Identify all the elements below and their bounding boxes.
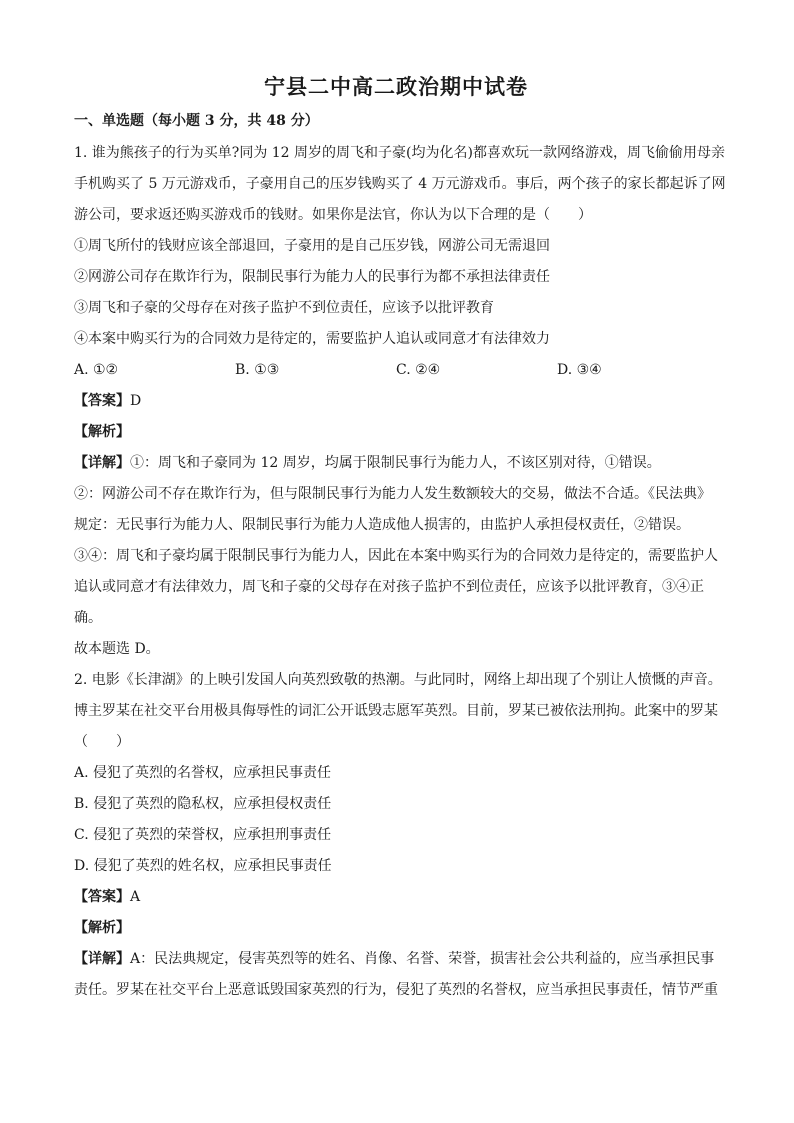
detail-tag: 【详解】 (74, 951, 130, 967)
q2-stem-line: 2. 电影《长津湖》的上映引发国人向英烈致敬的热潮。与此同时，网络上却出现了个别让人愤慨的声音。 (74, 672, 722, 688)
q1-detail-line (74, 448, 718, 479)
analysis-tag: 【解析】 (74, 920, 130, 936)
q1-option-d: D. ③④ (557, 362, 602, 378)
q1-option-a: A. ①② (74, 362, 119, 378)
q2-option-c: C. 侵犯了英烈的荣誉权，应承担刑事责任 (74, 827, 332, 843)
q1-detail-line: 规定：无民事行为能力人、限制民事行为能力人造成他人损害的，由监护人承担侵权责任，②错误。 (74, 517, 690, 533)
q2-option-d: D. 侵犯了英烈的姓名权，应承担民事责任 (74, 858, 332, 874)
analysis-tag: 【解析】 (74, 424, 130, 440)
q2-stem-line: 博主罗某在社交平台用极具侮辱性的词汇公开诋毁志愿军英烈。目前，罗某已被依法刑拘。此案中的罗某 (74, 703, 718, 719)
q1-stem-line: 手机购买了 5 万元游戏币，子豪用自己的压岁钱购买了 4 万元游戏币。事后，两个孩子的家长都起诉了网 (74, 176, 726, 192)
answer-value: A (130, 889, 141, 905)
answer-value: D (130, 393, 142, 409)
q2-stem-line: （ ） (74, 734, 130, 750)
detail-text: A：民法典规定，侵害英烈等的姓名、肖像、名誉、荣誉，损害社会公共利益的，应当承担民事 (130, 951, 715, 967)
q1-statement: ③周飞和子豪的父母存在对孩子监护不到位责任，应该予以批评教育 (74, 300, 494, 316)
q2-option-b: B. 侵犯了英烈的隐私权，应承担侵权责任 (74, 796, 332, 812)
q2-option-a: A. 侵犯了英烈的名誉权，应承担民事责任 (74, 765, 332, 781)
detail-tag: 【详解】 (74, 455, 130, 471)
q1-statement: ①周飞所付的钱财应该全部退回，子豪用的是自己压岁钱，网游公司无需退回 (74, 238, 550, 254)
q2-answer (74, 882, 718, 913)
q1-detail-line: ③④：周飞和子豪均属于限制民事行为能力人，因此在本案中购买行为的合同效力是待定的，需要监护人 (74, 548, 718, 564)
section-heading: 一、单选题（每小题 3 分，共 48 分） (74, 113, 319, 129)
answer-tag: 【答案】 (74, 393, 130, 409)
q1-statement: ④本案中购买行为的合同效力是待定的，需要监护人追认或同意才有法律效力 (74, 331, 550, 347)
q1-statement: ②网游公司存在欺诈行为，限制民事行为能力人的民事行为都不承担法律责任 (74, 269, 550, 285)
answer-tag: 【答案】 (74, 889, 130, 905)
q1-answer (74, 386, 718, 417)
q1-detail-line: 追认或同意才有法律效力，周飞和子豪的父母存在对孩子监护不到位责任，应该予以批评教育，③④正 (74, 579, 704, 595)
q1-options (74, 355, 718, 386)
question-1 (74, 138, 726, 665)
q1-stem-line: 1. 谁为熊孩子的行为买单?同为 12 周岁的周飞和子豪(均为化名)都喜欢玩一款网络游戏，周飞偷偷用母亲 (74, 145, 725, 161)
q1-detail-line: ②：网游公司不存在欺诈行为，但与限制民事行为能力人发生数额较大的交易，做法不合适。《民法典》 (74, 486, 711, 502)
q2-detail-line: 责任。罗某在社交平台上恶意诋毁国家英烈的行为，侵犯了英烈的名誉权，应当承担民事责任，情节严重 (74, 982, 718, 998)
q1-detail-line: 确。 (74, 610, 102, 626)
q2-detail-line (74, 944, 718, 975)
q1-option-c: C. ②④ (396, 362, 441, 378)
detail-text: ①：周飞和子豪同为 12 周岁，均属于限制民事行为能力人，不该区别对待，①错误。 (130, 455, 661, 471)
q1-conclusion: 故本题选 D。 (74, 641, 160, 657)
q1-stem-line: 游公司，要求返还购买游戏币的钱财。如果你是法官，你认为以下合理的是（ ） (74, 207, 592, 223)
q1-option-b: B. ①③ (235, 362, 280, 378)
page-title: 宁县二中高二政治期中试卷 (264, 74, 528, 99)
question-2 (74, 665, 722, 1006)
